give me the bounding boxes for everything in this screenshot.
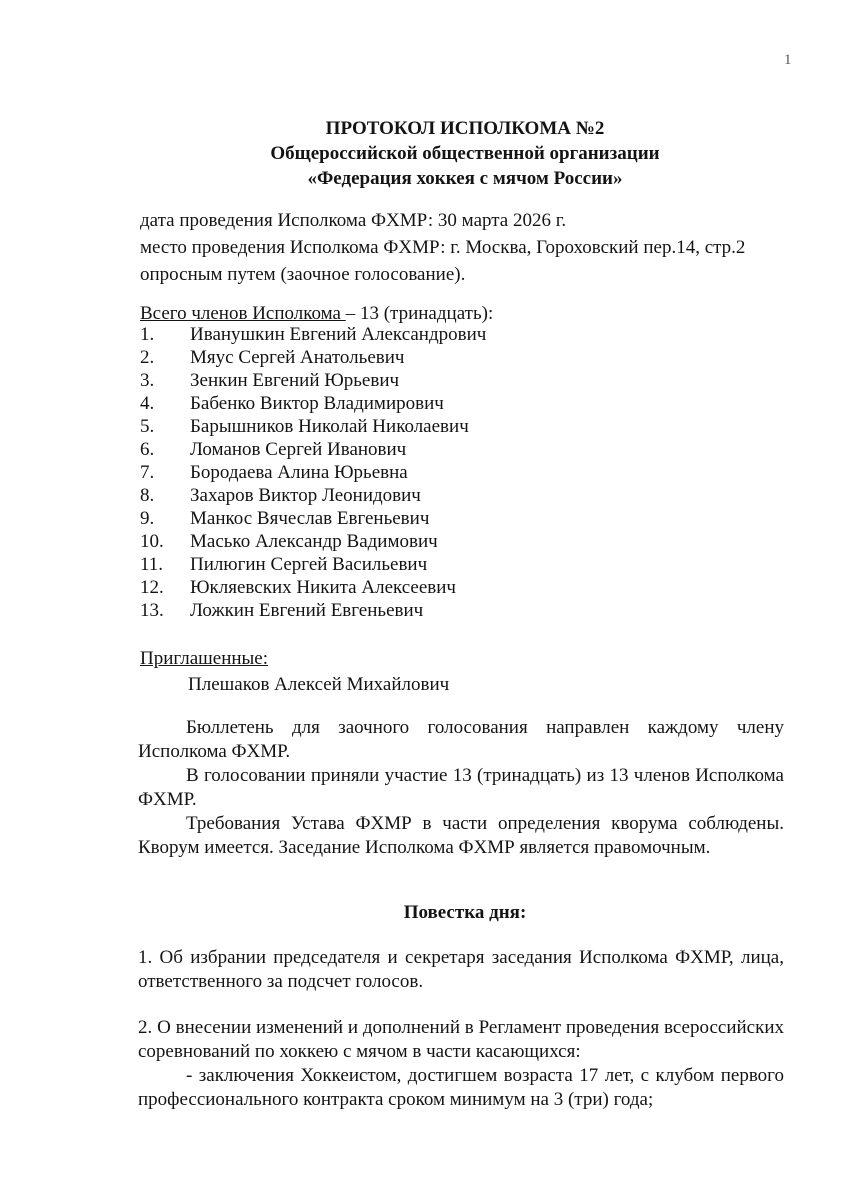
member-name: Иванушкин Евгений Александрович: [190, 324, 487, 345]
agenda-item-1-text: 1. Об избрании председателя и секретаря заседания Исполкома ФХМР, лица, ответственного за подсчет голосов.: [138, 947, 784, 992]
quorum-paragraph: Требования Устава ФХМР в части определения кворума соблюдены. Кворум имеется. Заседание Исполкома ФХМР является правомочным.: [138, 813, 784, 858]
voting-info: [138, 716, 784, 860]
agenda-item-2: [138, 1016, 784, 1112]
member-name: Барышников Николай Николаевич: [190, 416, 469, 437]
title-line-3: «Федерация хоккея с мячом России»: [307, 168, 623, 189]
ballot-paragraph: Бюллетень для заочного голосования направлен каждому члену Исполкома ФХМР.: [138, 717, 784, 762]
meeting-meta: [140, 207, 745, 288]
member-name: Захаров Виктор Леонидович: [190, 485, 421, 506]
member-number: 5.: [140, 416, 155, 437]
member-number: 4.: [140, 393, 155, 414]
document-title: [0, 116, 849, 191]
members-heading-underlined: Всего членов Исполкома: [140, 303, 346, 324]
member-number: 7.: [140, 462, 155, 483]
invited-name: Плешаков Алексей Михайлович: [188, 674, 450, 695]
member-number: 10.: [140, 531, 164, 552]
member-number: 11.: [140, 554, 164, 575]
member-number: 8.: [140, 485, 155, 506]
title-line-2: Общероссийской общественной организации: [270, 143, 660, 164]
agenda-item-2-sub: - заключения Хоккеистом, достигшем возраста 17 лет, с клубом первого профессионального контракта сроком минимум на 3 (три) года;: [138, 1065, 784, 1110]
member-name: Пилюгин Сергей Васильевич: [190, 554, 428, 575]
meeting-date: дата проведения Исполкома ФХМР: 30 марта 2026 г.: [140, 210, 567, 231]
member-name: Бабенко Виктор Владимирович: [190, 393, 444, 414]
member-name: Ломанов Сергей Иванович: [190, 439, 407, 460]
agenda-heading: Повестка дня:: [403, 902, 527, 923]
meeting-place: место проведения Исполкома ФХМР: г. Москва, Гороховский пер.14, стр.2: [140, 237, 746, 258]
member-name: Ложкин Евгений Евгеньевич: [190, 600, 424, 621]
agenda-item-2-text: 2. О внесении изменений и дополнений в Регламент проведения всероссийских соревнований по хоккею с мячом в части касающихся:: [138, 1017, 784, 1062]
member-number: 13.: [140, 600, 164, 621]
invited-heading: Приглашенные:: [140, 648, 269, 669]
title-line-1: ПРОТОКОЛ ИСПОЛКОМА №2: [325, 118, 605, 139]
member-number: 12.: [140, 577, 164, 598]
participation-paragraph: В голосовании приняли участие 13 (тринадцать) из 13 членов Исполкома ФХМР.: [138, 765, 784, 810]
member-number: 9.: [140, 508, 155, 529]
member-name: Масько Александр Вадимович: [190, 531, 438, 552]
members-heading: [140, 303, 493, 325]
member-number: 6.: [140, 439, 155, 460]
meeting-method: опросным путем (заочное голосование).: [140, 264, 466, 285]
member-name: Мяус Сергей Анатольевич: [190, 347, 405, 368]
member-name: Зенкин Евгений Юрьевич: [190, 370, 400, 391]
member-name: Манкос Вячеслав Евгеньевич: [190, 508, 430, 529]
member-number: 1.: [140, 324, 155, 345]
members-heading-count: – 13 (тринадцать):: [345, 303, 494, 324]
agenda-item-1: [138, 946, 784, 994]
member-number: 3.: [140, 370, 155, 391]
member-name: Бородаева Алина Юрьевна: [190, 462, 408, 483]
page-number: 1: [784, 52, 792, 68]
member-number: 2.: [140, 347, 155, 368]
member-name: Юкляевских Никита Алексеевич: [190, 577, 456, 598]
